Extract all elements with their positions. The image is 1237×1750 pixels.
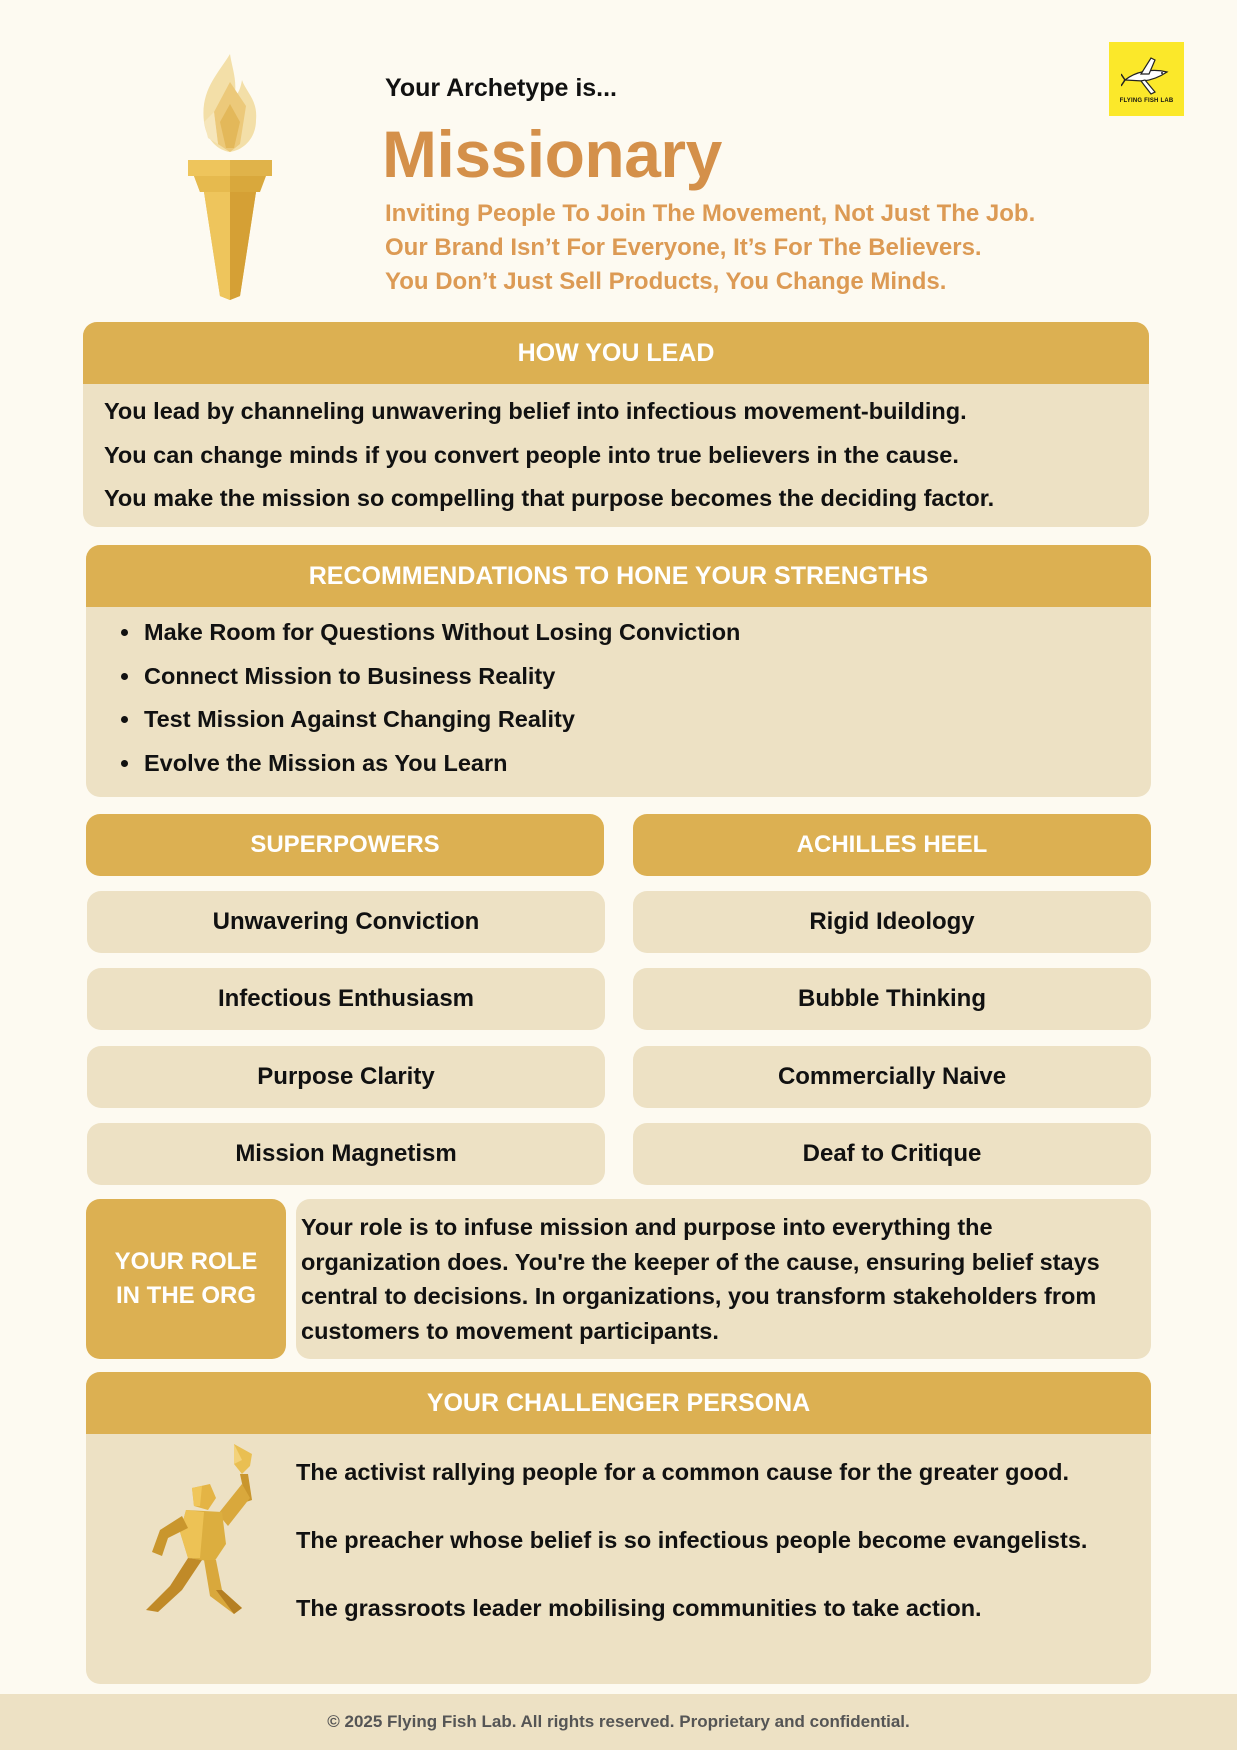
achilles-heel-item: Rigid Ideology: [633, 891, 1151, 953]
how-you-lead-heading: HOW YOU LEAD: [83, 322, 1149, 384]
superpower-item: Purpose Clarity: [87, 1046, 605, 1108]
role-label: [86, 1199, 286, 1359]
lead-line: You make the mission so compelling that purpose becomes the deciding factor.: [104, 485, 995, 511]
superpower-item: Mission Magnetism: [87, 1123, 605, 1185]
how-you-lead-card: [83, 322, 1149, 527]
archetype-taglines: [385, 197, 1035, 299]
recommendations-card: [86, 545, 1151, 797]
archetype-title: Missionary: [382, 117, 722, 191]
role-description: Your role is to infuse mission and purpose into everything the organization does. You're the keeper of the cause, ensuring belief stays central to decisions. In organizations, you transform stakeholders from customers to movement participants.: [296, 1199, 1151, 1359]
recommendation-item: • Make Room for Questions Without Losing Conviction: [142, 611, 1151, 655]
achilles-heel-item: Deaf to Critique: [633, 1123, 1151, 1185]
footer-copyright: © 2025 Flying Fish Lab. All rights reserved. Proprietary and confidential.: [0, 1694, 1237, 1750]
superpower-item: Infectious Enthusiasm: [87, 968, 605, 1030]
recommendation-item: • Test Mission Against Changing Reality: [142, 698, 1151, 742]
recommendation-item: • Connect Mission to Business Reality: [142, 655, 1151, 699]
lead-line: You lead by channeling unwavering belief into infectious movement-building.: [104, 398, 967, 424]
tagline: You Don’t Just Sell Products, You Change Minds.: [385, 268, 947, 295]
tagline: Our Brand Isn’t For Everyone, It’s For The Believers.: [385, 234, 982, 261]
challenger-persona-heading: YOUR CHALLENGER PERSONA: [86, 1372, 1151, 1434]
achilles-heel-item: Commercially Naive: [633, 1046, 1151, 1108]
lead-line: You can change minds if you convert people into true believers in the cause.: [104, 441, 959, 468]
role-label-line: IN THE ORG: [115, 1282, 256, 1309]
achilles-heel-item: Bubble Thinking: [633, 968, 1151, 1030]
archetype-kicker: Your Archetype is...: [385, 74, 618, 102]
persona-line: The preacher whose belief is so infectious people become evangelists.: [296, 1527, 1088, 1553]
persona-line: The grassroots leader mobilising communities to take action.: [296, 1595, 982, 1621]
recommendations-list: [86, 607, 1151, 785]
brand-logo: [1109, 42, 1184, 116]
logo-text: FLYING FISH LAB: [1119, 98, 1174, 104]
role-label-line: YOUR ROLE: [114, 1248, 258, 1275]
achilles-heel-heading: ACHILLES HEEL: [633, 814, 1151, 876]
tagline: Inviting People To Join The Movement, Not Just The Job.: [385, 200, 1036, 227]
persona-line: The activist rallying people for a common cause for the greater good.: [296, 1459, 1070, 1485]
recommendation-item: • Evolve the Mission as You Learn: [142, 742, 1151, 786]
recommendations-heading: RECOMMENDATIONS TO HONE YOUR STRENGTHS: [86, 545, 1151, 607]
superpowers-heading: SUPERPOWERS: [86, 814, 604, 876]
flying-fish-icon: [1121, 54, 1173, 96]
torch-icon: [180, 52, 280, 302]
persona-lines: [296, 1459, 1087, 1663]
activist-figure-icon: [130, 1440, 280, 1620]
superpower-item: Unwavering Conviction: [87, 891, 605, 953]
